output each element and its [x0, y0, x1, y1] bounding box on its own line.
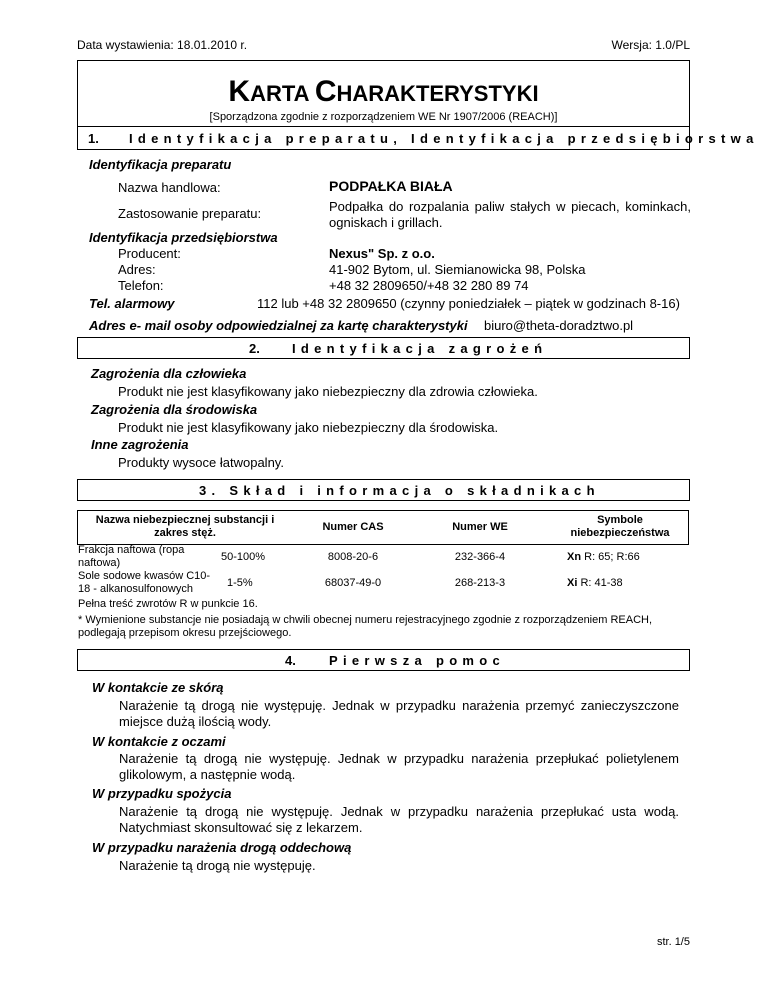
row1-symbols: Xn R: 65; R:66: [567, 551, 640, 563]
prep-heading: Identyfikacja preparatu: [89, 157, 232, 172]
use-value: Podpałka do rozpalania paliw stałych w piecach, kominkach, ogniskach i grillach.: [329, 199, 691, 230]
trade-name-value: PODPAŁKA BIAŁA: [329, 178, 453, 194]
trade-name-label: Nazwa handlowa:: [118, 180, 221, 195]
skin-heading: W kontakcie ze skórą: [92, 680, 224, 695]
section1-heading: Identyfikacja preparatu, Identyfikacja przedsiębiorstwa: [129, 131, 759, 146]
row2-cas: 68037-49-0: [324, 577, 382, 589]
col-symbols: Symbole niebezpieczeństwa: [570, 514, 670, 539]
section3-heading: 3. Skład i informacja o składnikach: [199, 483, 600, 498]
email-label: Adres e- mail osoby odpowiedzialnej za kartę charakterystyki: [89, 318, 468, 333]
col-cas: Numer CAS: [322, 521, 384, 533]
row2-range: 1-5%: [227, 577, 253, 589]
phone-label: Telefon:: [118, 278, 164, 293]
issue-date: Data wystawienia: 18.01.2010 r.: [77, 38, 248, 52]
row1-range: 50-100%: [221, 551, 266, 563]
section4-number: 4.: [285, 653, 296, 668]
other-text: Produkty wysoce łatwopalny.: [118, 455, 284, 470]
email-value: biuro@theta-doradztwo.pl: [484, 318, 634, 333]
producer-value: Nexus" Sp. z o.o.: [329, 246, 435, 261]
row2-we: 268-213-3: [454, 577, 506, 589]
address-label: Adres:: [118, 262, 156, 277]
col-name: Nazwa niebezpiecznej substancji i zakres stęż.: [95, 514, 275, 539]
inhale-heading: W przypadku narażenia drogą oddechową: [92, 840, 352, 855]
section4-heading-box: [77, 649, 690, 671]
row1-name: Frakcja naftowa (ropa naftowa): [78, 544, 185, 569]
inhale-text: Narażenie tą drogą nie występuję.: [119, 858, 316, 873]
row1-cas: 8008-20-6: [327, 551, 379, 563]
section4-heading: Pierwsza pomoc: [329, 653, 506, 668]
env-heading: Zagrożenia dla środowiska: [91, 402, 258, 417]
env-text: Produkt nie jest klasyfikowany jako niebezpieczny dla środowiska.: [118, 420, 499, 435]
section1-heading-box: [77, 126, 759, 150]
note1: Pełna treść zwrotów R w punkcie 16.: [78, 598, 258, 610]
note2: * Wymienione substancje nie posiadają w chwili obecnej numeru rejestracyjnego zgodnie z rozporządzeniem REACH, podlegają przepisom okresu przejściowego.: [78, 614, 653, 639]
page-number: str. 1/5: [656, 936, 690, 948]
address-value: 41-902 Bytom, ul. Siemianowicka 98, Polska: [329, 262, 586, 277]
eyes-heading: W kontakcie z oczami: [92, 734, 226, 749]
other-heading: Inne zagrożenia: [91, 437, 189, 452]
skin-text: Narażenie tą drogą nie występuję. Jednak w przypadku narażenia przemyć zanieczyszczone miejsce dużą ilością wody.: [119, 698, 679, 729]
emergency-label: Tel. alarmowy: [89, 296, 175, 311]
human-text: Produkt nie jest klasyfikowany jako niebezpieczny dla zdrowia człowieka.: [118, 384, 538, 399]
section3-heading-box: [77, 479, 690, 501]
row2-name: Sole sodowe kwasów C10-18 - alkanosulfonowych: [78, 570, 211, 595]
ingest-heading: W przypadku spożycia: [92, 786, 232, 801]
use-label: Zastosowanie preparatu:: [118, 206, 262, 221]
section2-heading-box: [77, 337, 690, 359]
page-title: KARTA CHARAKTERYSTYKI: [228, 75, 539, 108]
section2-number: 2.: [249, 341, 260, 356]
section1-number: 1.: [88, 131, 99, 146]
version: Wersja: 1.0/PL: [611, 38, 690, 52]
human-heading: Zagrożenia dla człowieka: [91, 366, 247, 381]
eyes-text: Narażenie tą drogą nie występuję. Jednak w przypadku narażenia przepłukać polietylenem glikolowym, a następnie wodą.: [119, 751, 679, 782]
row2-symbols: Xi R: 41-38: [567, 577, 623, 589]
section2-heading: Identyfikacja zagrożeń: [292, 341, 548, 356]
ingest-text: Narażenie tą drogą nie występuję. Jednak w przypadku narażenia przepłukać usta wodą. Natychmiast skonsultować się z lekarzem.: [119, 804, 679, 835]
company-heading: Identyfikacja przedsiębiorstwa: [89, 230, 278, 245]
producer-label: Producent:: [118, 246, 181, 261]
phone-value: +48 32 2809650/+48 32 280 89 74: [329, 278, 529, 293]
subtitle: [Sporządzona zgodnie z rozporządzeniem WE Nr 1907/2006 (REACH)]: [209, 111, 558, 123]
col-we: Numer WE: [452, 521, 508, 533]
emergency-value: 112 lub +48 32 2809650 (czynny poniedziałek – piątek w godzinach 8-16): [257, 296, 680, 311]
row1-we: 232-366-4: [454, 551, 506, 563]
